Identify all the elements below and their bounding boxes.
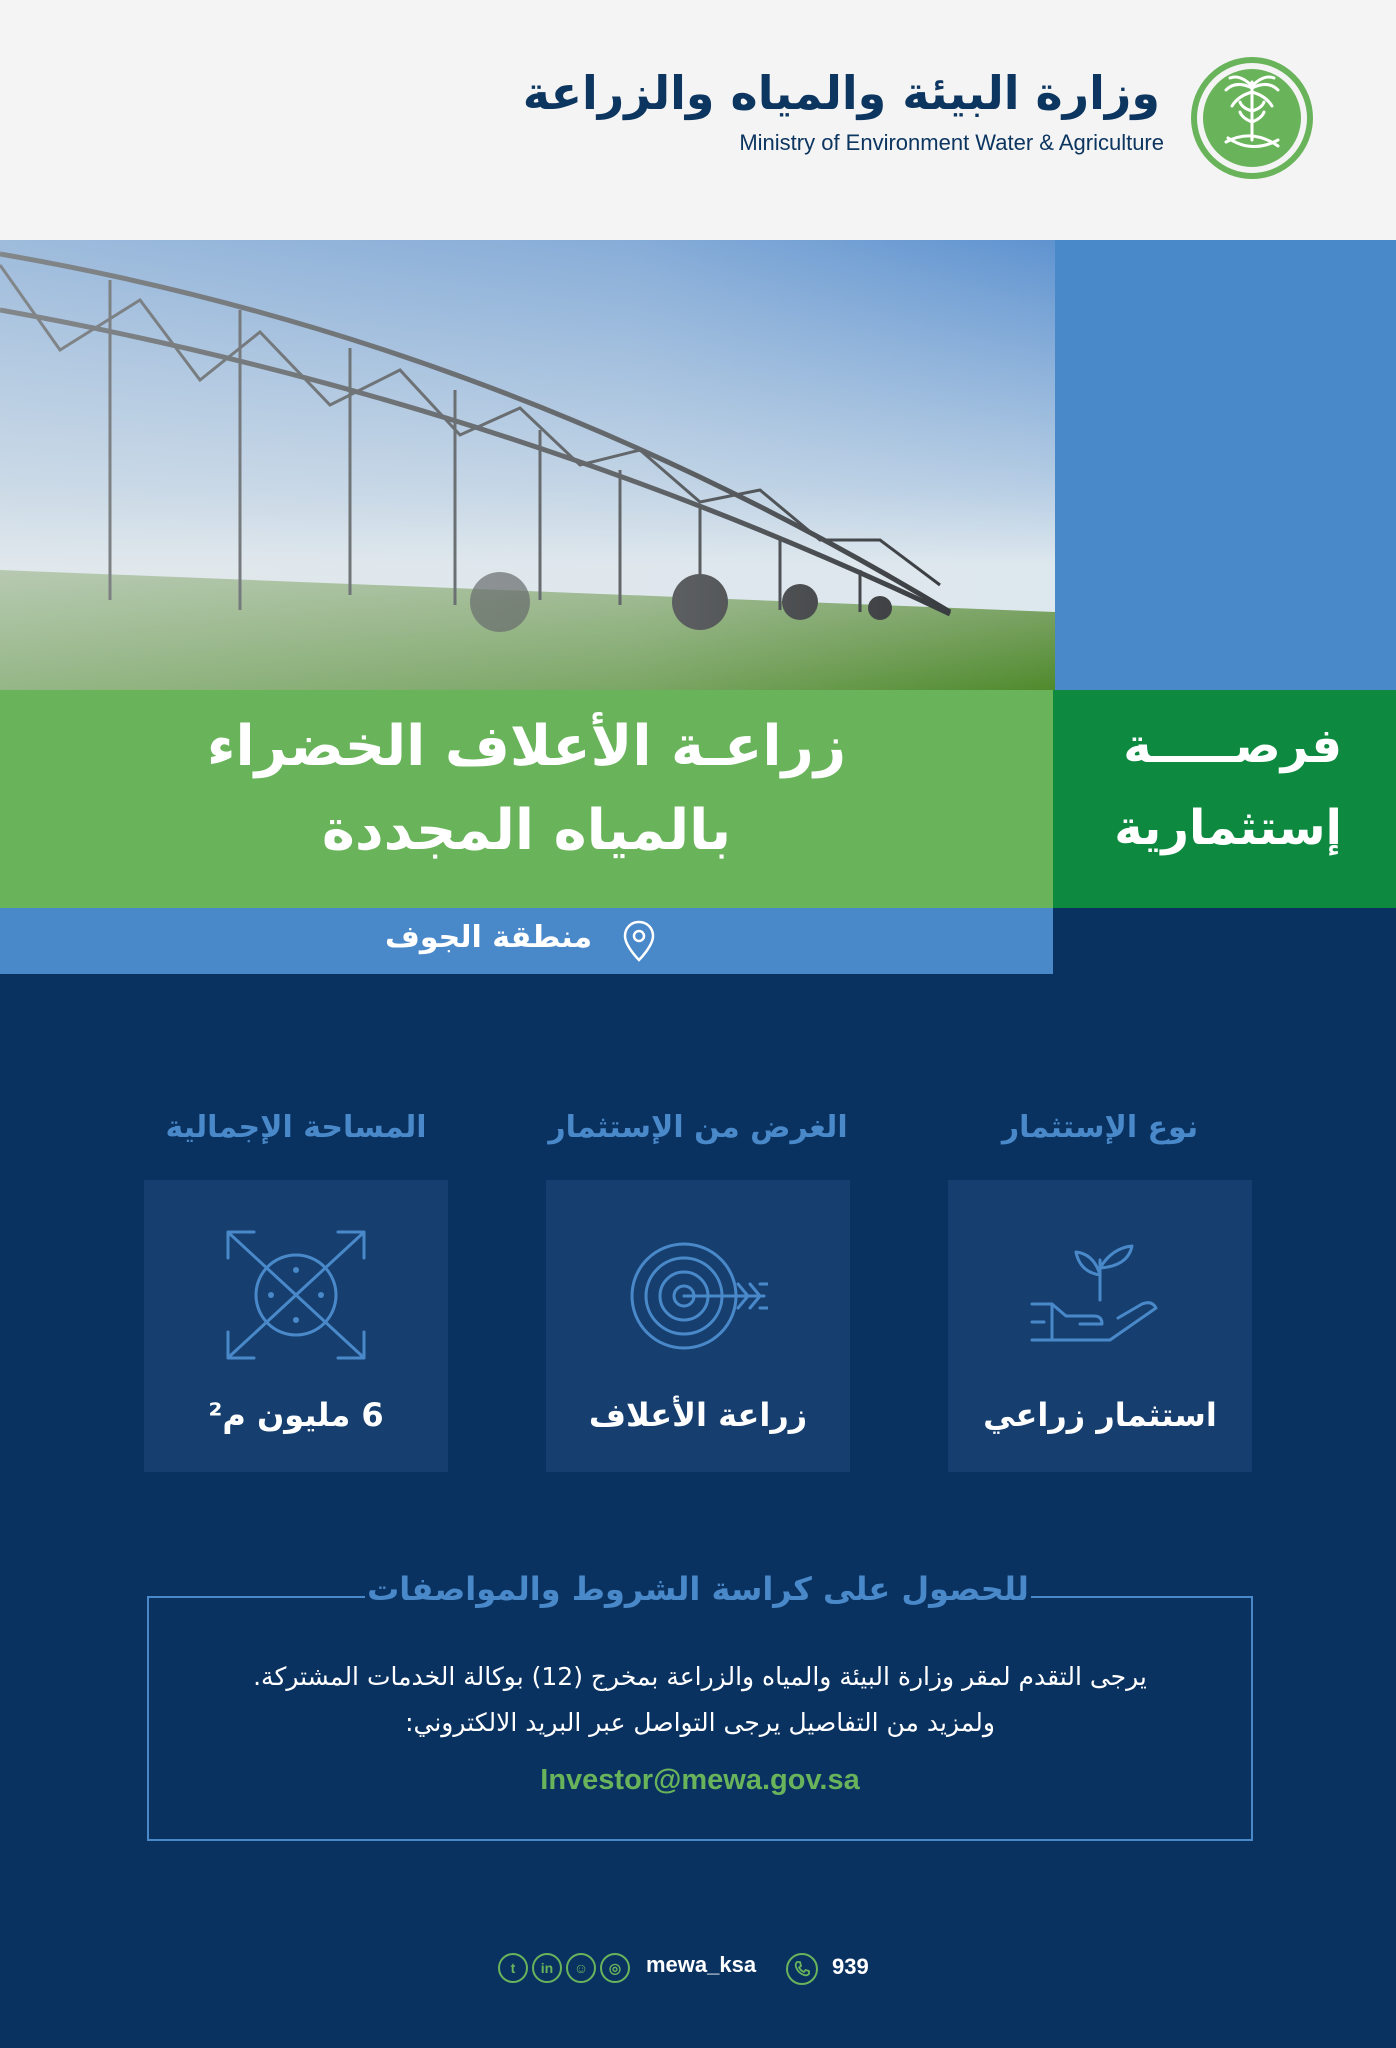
total-area-label: المساحة الإجمالية — [165, 1110, 427, 1145]
investment-purpose-label: الغرض من الإستثمار — [548, 1110, 848, 1145]
area-expand-icon — [226, 1230, 366, 1360]
snapchat-icon[interactable]: ☺ — [566, 1953, 596, 1983]
investment-purpose-card — [546, 1180, 850, 1472]
total-area-card — [144, 1180, 448, 1472]
info-address-text: يرجى التقدم لمقر وزارة البيئة والمياه والزراعة بمخرج (12) بوكالة الخدمات المشتركة. — [253, 1662, 1147, 1691]
target-arrow-icon — [628, 1230, 768, 1360]
instagram-icon[interactable]: ◎ — [600, 1953, 630, 1983]
region-bar — [0, 908, 1053, 974]
phone-icon — [786, 1953, 818, 1985]
decorative-blue-panel — [1055, 240, 1396, 690]
phone-number: 939 — [832, 1954, 869, 1979]
location-pin-icon — [622, 919, 656, 963]
opportunity-label-line2: إستثمارية — [1114, 800, 1342, 856]
opportunity-title-line2: بالمياه المجددة — [321, 798, 732, 863]
investment-type-label: نوع الإستثمار — [1001, 1110, 1199, 1145]
social-handle: mewa_ksa — [646, 1952, 757, 1977]
twitter-icon[interactable]: t — [498, 1953, 528, 1983]
title-banner — [0, 690, 1053, 908]
region-name: منطقة الجوف — [385, 920, 593, 955]
palm-swords-emblem-icon — [1190, 56, 1314, 180]
hand-plant-icon — [1030, 1230, 1170, 1360]
opportunity-label-line1: فرصـــــة — [1123, 718, 1342, 774]
header — [0, 0, 1396, 240]
investment-type-value: استثمار زراعي — [983, 1396, 1217, 1434]
irrigation-photo — [0, 240, 1055, 690]
ministry-name-en: Ministry of Environment Water & Agriculture — [739, 130, 1164, 155]
terms-heading: للحصول على كراسة الشروط والمواصفات — [365, 1570, 1031, 1612]
investment-type-card — [948, 1180, 1252, 1472]
info-contact-text: ولمزيد من التفاصيل يرجى التواصل عبر البريد الالكتروني: — [405, 1708, 995, 1737]
total-area-value: 6 مليون م² — [208, 1396, 384, 1434]
investment-purpose-value: زراعة الأعلاف — [588, 1396, 808, 1434]
investment-opportunity-badge — [1053, 690, 1396, 908]
investor-email-link[interactable]: Investor@mewa.gov.sa — [540, 1764, 860, 1796]
opportunity-title-line1: زراعـة الأعلاف الخضراء — [206, 714, 847, 779]
linkedin-icon[interactable]: in — [532, 1953, 562, 1983]
ministry-name-ar: وزارة البيئة والمياه والزراعة — [522, 66, 1160, 120]
